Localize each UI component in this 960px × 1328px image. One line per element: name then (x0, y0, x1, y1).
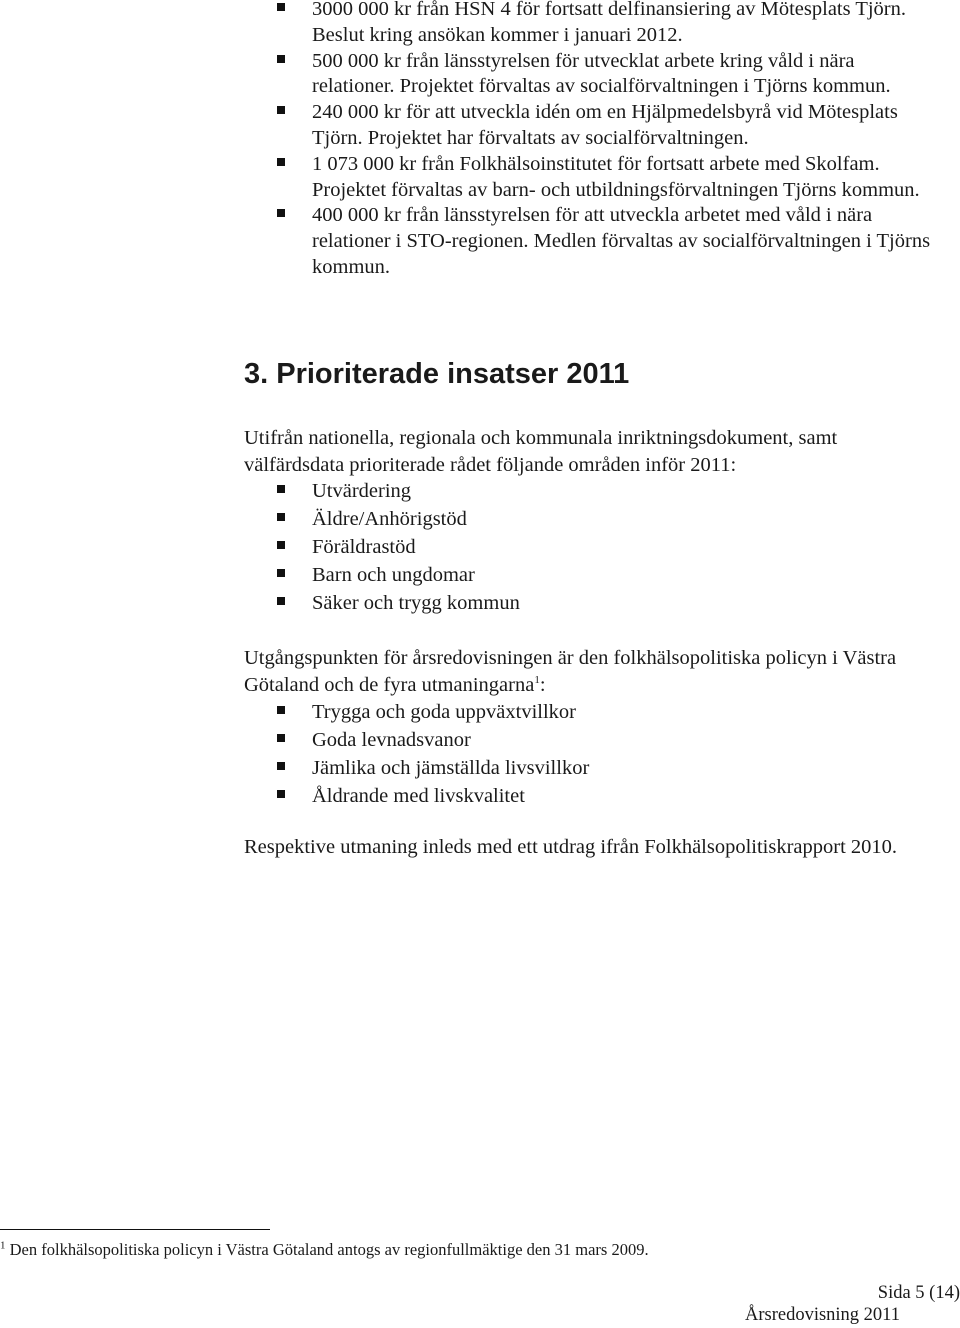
list-item-text: Jämlika och jämställda livsvillkor (312, 757, 590, 779)
closing-paragraph: Respektive utmaning inleds med ett utdrag ifrån Folkhälsopolitiskrapport 2010. (244, 836, 898, 858)
bullet-square-icon (277, 706, 285, 714)
list-item-text: 240 000 kr för att utveckla idén om en Hjälpmedelsbyrå vid Mötesplats Tjörn. Projektet har förvaltats av socialförvaltningen. (312, 101, 898, 149)
bullet-square-icon (277, 790, 285, 798)
basis-text: Utgångspunkten för årsredovisningen är den folkhälsopolitiska policyn i Västra Götaland och de fyra utmaningarna (244, 647, 897, 696)
list-item (0, 589, 960, 617)
document-title: Årsredovisning 2011 (744, 1305, 900, 1325)
list-item (0, 782, 960, 810)
list-item (0, 477, 960, 505)
list-item-text: Utvärdering (312, 480, 412, 502)
list-item-text: 500 000 kr från länsstyrelsen för utvecklat arbete kring våld i nära relationer. Projektet förvaltas av socialförvaltningen i Tjörns kommun. (312, 49, 891, 98)
bullet-square-icon (277, 485, 285, 493)
list-item-text: Föräldrastöd (312, 536, 416, 558)
list-item (0, 561, 960, 589)
intro-paragraph: Utifrån nationella, regionala och kommunala inriktningsdokument, samt välfärdsdata prioriterade rådet följande områden inför 2011: (244, 427, 838, 476)
list-item-text: 3000 000 kr från HSN 4 för fortsatt delfinansiering av Mötesplats Tjörn. Beslut kring ansökan kommer i januari 2012. (312, 0, 907, 46)
bullet-square-icon (277, 597, 285, 605)
list-item-text: Säker och trygg kommun (312, 592, 520, 614)
bullet-square-icon (277, 158, 285, 166)
basis-paragraph (244, 645, 924, 699)
list-item (0, 698, 960, 726)
list-item-text: 1 073 000 kr från Folkhälsoinstitutet för fortsatt arbete med Skolfam. Projektet förvaltas av barn- och utbildningsförvaltningen Tjörns kommun. (312, 152, 920, 201)
list-item (0, 203, 960, 280)
bullet-square-icon (277, 762, 285, 770)
footnote-ref: 1 (534, 674, 540, 687)
list-item-text: 400 000 kr från länsstyrelsen för att utveckla arbetet med våld i nära relationer i STO-regionen. Medlen förvaltas av socialförvaltningen i Tjörns kommun. (312, 204, 931, 278)
bullet-square-icon (277, 541, 285, 549)
footnote-divider (0, 1229, 270, 1230)
bullet-square-icon (277, 734, 285, 742)
list-item-text: Goda levnadsvanor (312, 729, 471, 751)
bullet-square-icon (277, 513, 285, 521)
footnote-text: Den folkhälsopolitiska policyn i Västra Götaland antogs av regionfullmäktige den 31 mars 2009. (5, 1240, 649, 1259)
list-item (0, 505, 960, 533)
list-item-text: Trygga och goda uppväxtvillkor (312, 701, 577, 723)
challenges-list (0, 698, 960, 810)
list-item (0, 100, 960, 152)
bullet-square-icon (277, 3, 285, 11)
basis-tail: : (539, 674, 546, 696)
list-item-text: Äldre/Anhörigstöd (312, 508, 467, 530)
bullet-square-icon (277, 209, 285, 217)
bullet-square-icon (277, 55, 285, 63)
list-item (0, 152, 960, 204)
list-item (0, 726, 960, 754)
footnote (0, 1239, 649, 1261)
page-number: Sida 5 (14) (877, 1283, 960, 1303)
list-item (0, 754, 960, 782)
funding-list (0, 0, 960, 281)
section-heading: 3. Prioriterade insatser 2011 (244, 358, 630, 390)
list-item-text: Barn och ungdomar (312, 564, 475, 586)
list-item-text: Åldrande med livskvalitet (312, 785, 525, 807)
footnote-number: 1 (0, 1239, 6, 1252)
list-item (0, 49, 960, 101)
bullet-square-icon (277, 106, 285, 114)
bullet-square-icon (277, 569, 285, 577)
list-item (0, 533, 960, 561)
list-item (0, 0, 960, 49)
priorities-list (0, 477, 960, 617)
